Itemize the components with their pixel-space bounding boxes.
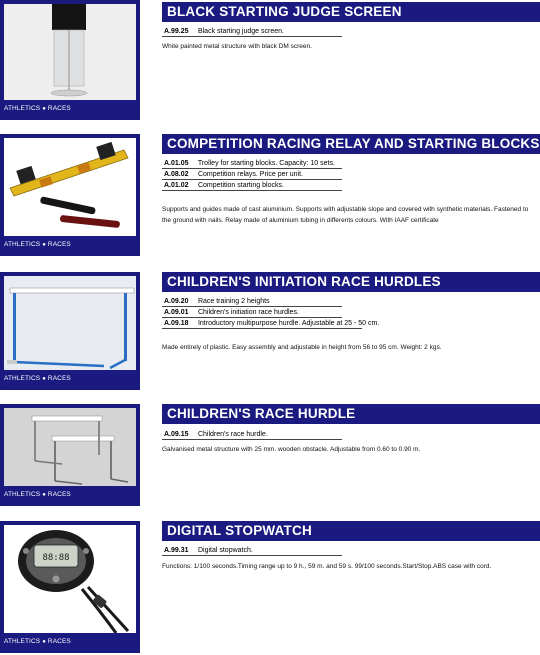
product-title: COMPETITION RACING RELAY AND STARTING BLOCKS	[162, 134, 540, 154]
item-text: Introductory multipurpose hurdle. Adjustable at 25 - 50 cm.	[197, 320, 380, 327]
item-text: Competition relays. Price per unit.	[197, 171, 303, 178]
race-hurdle-photo	[4, 408, 136, 486]
item-row	[162, 307, 342, 318]
item-code: A.09.20	[164, 298, 189, 305]
svg-text:88:88: 88:88	[42, 553, 70, 563]
category-label: ATHLETICS ● RACES	[4, 491, 71, 498]
item-list	[162, 429, 342, 440]
item-list	[162, 158, 342, 191]
product-title: BLACK STARTING JUDGE SCREEN	[162, 2, 540, 22]
stopwatch-photo	[4, 525, 136, 633]
item-code: A.01.05	[164, 160, 189, 167]
item-code: A.09.18	[164, 320, 189, 327]
product-thumbnail[interactable]	[0, 0, 140, 120]
item-text: Children's race hurdle.	[197, 431, 268, 438]
starting-blocks-photo	[4, 138, 136, 236]
item-text: Children's initiation race hurdles.	[197, 309, 299, 316]
item-row	[162, 545, 342, 556]
product-thumbnail[interactable]	[0, 521, 140, 653]
item-code: A.09.01	[164, 309, 189, 316]
category-label: ATHLETICS ● RACES	[4, 241, 71, 248]
judge-screen-photo	[4, 4, 136, 100]
product-title: CHILDREN'S RACE HURDLE	[162, 404, 540, 424]
product-description: Supports and guides made of cast aluminium. Supports with adjustable slope and covered with synthetic materials. Fastened to the ground with nails. Relay made of aluminium tubing in differents colours. With IAAF certificate	[162, 206, 529, 224]
item-list	[162, 545, 342, 556]
item-row	[162, 429, 342, 440]
item-row	[162, 318, 380, 329]
item-text: Race training 2 heights	[197, 298, 270, 305]
item-text: Digital stopwatch.	[197, 547, 253, 554]
item-text: Competition starting blocks.	[197, 182, 284, 189]
item-code: A.01.02	[164, 182, 189, 189]
product-description: White painted metal structure with black DM screen.	[162, 43, 312, 50]
item-code: A.09.15	[164, 431, 189, 438]
product-description: Made entirely of plastic. Easy assembly and adjustable in height from 56 to 95 cm. Weight: 2 kgs.	[162, 344, 442, 351]
category-label: ATHLETICS ● RACES	[4, 375, 71, 382]
item-row	[162, 180, 342, 191]
item-text: Black starting judge screen.	[197, 28, 284, 35]
product-thumbnail[interactable]	[0, 404, 140, 506]
item-code: A.99.31	[164, 547, 189, 554]
product-title: CHILDREN'S INITIATION RACE HURDLES	[162, 272, 540, 292]
product-description: Galvanised metal structure with 25 mm. wooden obstacle. Adjustable from 0.60 to 0.90 m.	[162, 446, 421, 453]
product-thumbnail[interactable]	[0, 134, 140, 256]
item-list	[162, 296, 380, 329]
category-label: ATHLETICS ● RACES	[4, 105, 71, 112]
initiation-hurdles-photo	[4, 276, 136, 370]
item-row	[162, 26, 342, 37]
item-row	[162, 296, 342, 307]
category-label: ATHLETICS ● RACES	[4, 638, 71, 645]
item-code: A.08.02	[164, 171, 189, 178]
item-row	[162, 158, 342, 169]
item-code: A.99.25	[164, 28, 189, 35]
item-text: Trolley for starting blocks. Capacity: 10 sets.	[197, 160, 335, 167]
item-list	[162, 26, 342, 37]
product-description: Functions: 1/100 seconds.Timing range up to 9 h., 59 m. and 59 s. 99/100 seconds.Start/Stop.ABS case with cord.	[162, 563, 492, 570]
item-row	[162, 169, 342, 180]
product-thumbnail[interactable]	[0, 272, 140, 390]
product-title: DIGITAL STOPWATCH	[162, 521, 540, 541]
